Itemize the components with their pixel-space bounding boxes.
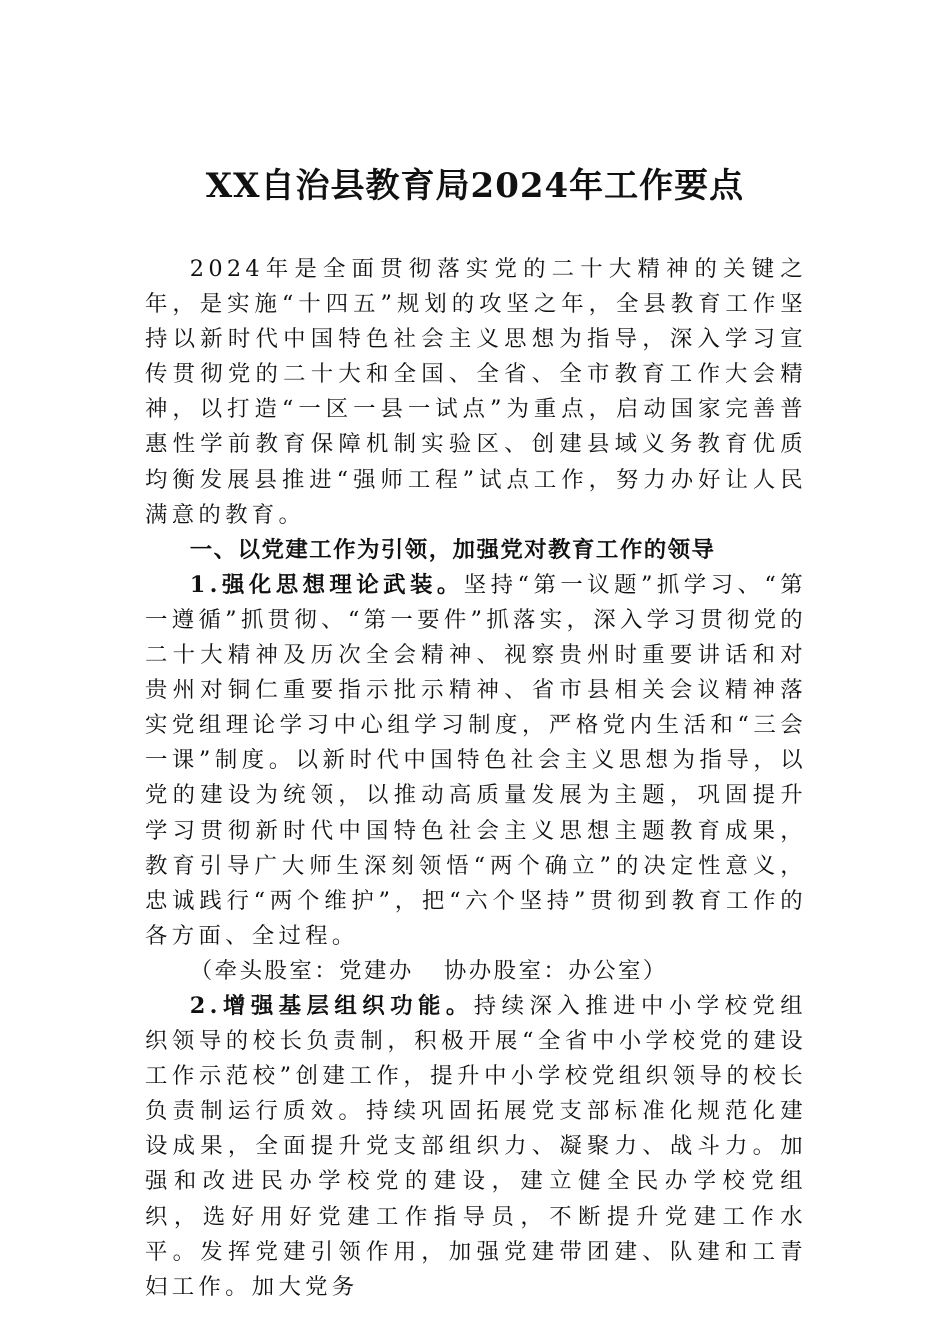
item-paragraph [145,568,807,954]
document-title: XX自治县教育局2024年工作要点 [205,166,745,206]
responsibility-note [145,954,807,989]
item-text: 坚持“第一议题”抓学习、“第一遵循”抓贯彻、“第一要件”抓落实，深入学习贯彻党的二十大精神及历次全会精神、视察贵州时重要讲话和对贵州对铜仁重要指示批示精神、省市县相关会议精神落实党组理论学习中心组学习制度，严格党内生活和“三会一课”制度。以新时代中国特色社会主义思想为指导，以党的建设为统领，以推动高质量发展为主题，巩固提升学习贯彻新时代中国特色社会主义思想主题教育成果，教育引导广大师生深刻领悟“两个确立”的决定性意义，忠诚践行“两个维护”，把“六个坚持”贯彻到教育工作的各方面、全过程。 [145,571,807,949]
intro-paragraph: 2024年是全面贯彻落实党的二十大精神的关键之年，是实施“十四五”规划的攻坚之年，全县教育工作坚持以新时代中国特色社会主义思想为指导，深入学习宣传贯彻党的二十大和全国、全省、全市教育工作大会精神，以打造“一区一县一试点”为重点，启动国家完善普惠性学前教育保障机制实验区、创建县域义务教育优质均衡发展县推进“强师工程”试点工作，努力办好让人民满意的教育。 [145,256,807,528]
item-text: 持续深入推进中小学校党组织领导的校长负责制，积极开展“全省中小学校党的建设工作示范校”创建工作，提升中小学校党组织领导的校长负责制运行质效。持续巩固拓展党支部标准化规范化建设成果，全面提升党支部组织力、凝聚力、战斗力。加强和改进民办学校党的建设，建立健全民办学校党组织，选好用好党建工作指导员，不断提升党建工作水平。发挥党建引领作用，加强党建带团建、队建和工青妇工作。加大党务 [145,992,807,1300]
item-paragraph [145,989,807,1305]
section-heading: 一、以党建工作为引领，加强党对教育工作的领导 [189,536,716,563]
item-lead: 1.强化思想理论武装。 [189,571,464,598]
note-assist: 协办股室：办公室） [443,957,668,984]
document-body [145,252,807,1305]
note-lead: （牵头股室：党建办 [189,957,414,984]
item-lead: 2.增强基层组织功能。 [189,992,474,1019]
